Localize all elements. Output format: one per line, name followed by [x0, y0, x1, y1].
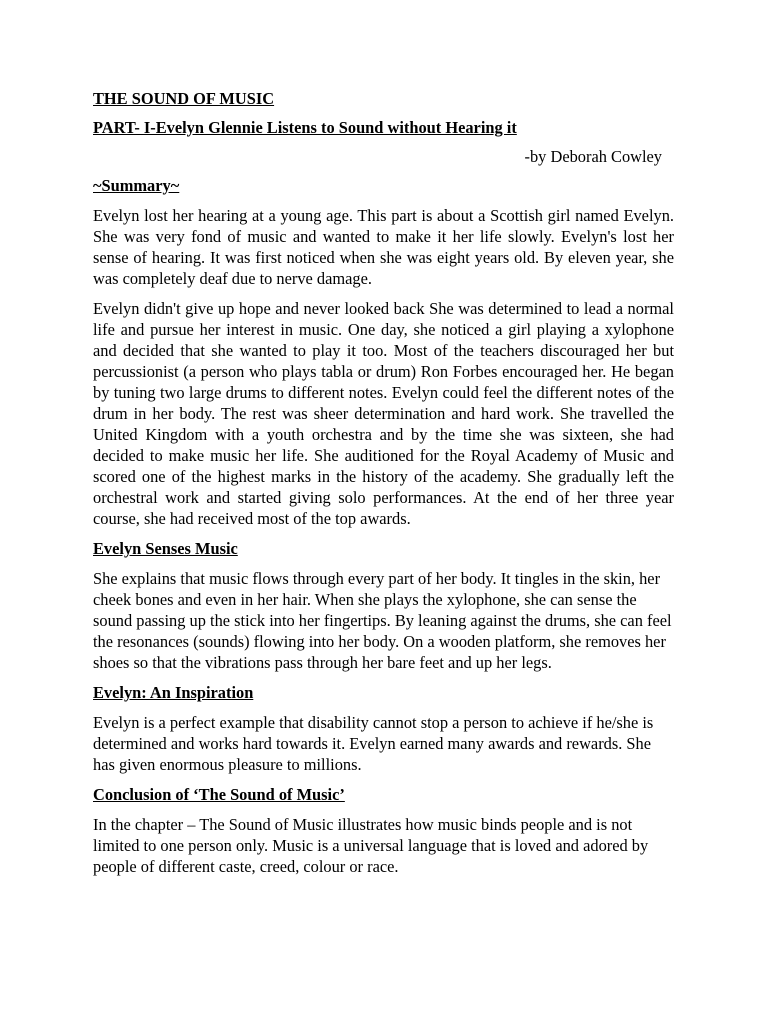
document-page [93, 88, 674, 886]
inspiration-heading: Evelyn: An Inspiration [93, 683, 254, 702]
part-title: PART- I-Evelyn Glennie Listens to Sound without Hearing it [93, 118, 517, 137]
inspiration-paragraph: Evelyn is a perfect example that disability cannot stop a person to achieve if he/she is determined and works hard towards it. Evelyn earned many awards and rewards. She has given enormous pleasure to millions. [93, 713, 654, 774]
senses-paragraph: She explains that music flows through every part of her body. It tingles in the skin, her cheek bones and even in her hair. When she plays the xylophone, she can sense the sound passing up the stick into her fingertips. By leaning against the drums, she can feel the resonances (sounds) flowing into her body. On a wooden platform, she removes her shoes so that the vibrations pass through her bare feet and up her legs. [93, 569, 672, 672]
senses-heading: Evelyn Senses Music [93, 539, 238, 558]
conclusion-paragraph: In the chapter – The Sound of Music illustrates how music binds people and is not limited to one person only. Music is a universal language that is loved and adored by people of different caste, creed, colour or race. [93, 815, 649, 876]
author-byline: -by Deborah Cowley [524, 147, 662, 166]
summary-heading: ~Summary~ [93, 176, 180, 195]
summary-paragraph-1: Evelyn lost her hearing at a young age. This part is about a Scottish girl named Evelyn. She was very fond of music and wanted to make it her life slowly. Evelyn's lost her sense of hearing. It was first noticed when she was eight years old. By eleven year, she was completely deaf due to nerve damage. [93, 206, 674, 288]
conclusion-heading: Conclusion of ‘The Sound of Music’ [93, 785, 345, 804]
summary-paragraph-2: Evelyn didn't give up hope and never looked back She was determined to lead a normal life and pursue her interest in music. One day, she noticed a girl playing a xylophone and decided that she wanted to play it too. Most of the teachers discouraged her but percussionist (a person who plays tabla or drum) Ron Forbes encouraged her. He began by tuning two large drums to different notes. Evelyn could feel the different notes of the drum in her body. The rest was sheer determination and hard work. She travelled the United Kingdom with a youth orchestra and by the time she was sixteen, she had decided to make music her life. She auditioned for the Royal Academy of Music and scored one of the highest marks in the history of the academy. She gradually left the orchestral work and started giving solo performances. At the end of her three year course, she had received most of the top awards. [93, 299, 674, 528]
document-title: THE SOUND OF MUSIC [93, 89, 275, 108]
